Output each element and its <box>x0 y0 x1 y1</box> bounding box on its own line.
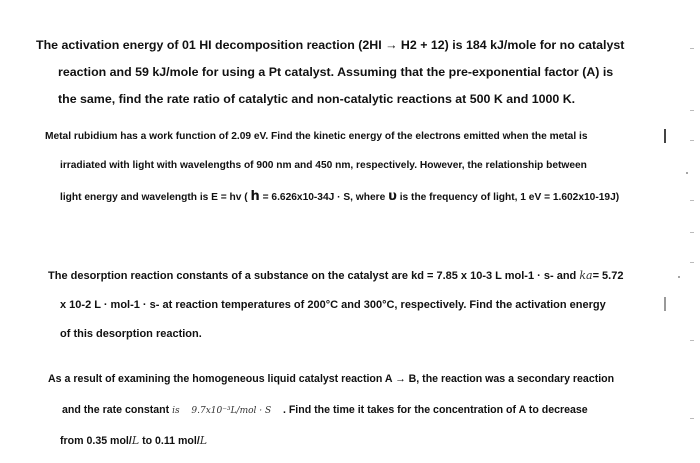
problem4-unit2-handwritten: L <box>199 434 208 447</box>
problem3-line1 <box>48 269 623 282</box>
edge-mark <box>690 110 694 111</box>
problem4-line1: As a result of examining the homogeneous liquid catalyst reaction A → B, the reaction was a secondary reaction <box>48 373 615 385</box>
edge-mark <box>690 48 694 49</box>
problem2-line1: Metal rubidium has a work function of 2.09 eV. Find the kinetic energy of the electrons emitted when the metal is <box>45 131 588 142</box>
problem4-line3-b: to 0.11 mol/ <box>142 435 200 447</box>
edge-mark <box>690 262 694 263</box>
problem2-line2: irradiated with light with wavelengths of 900 nm and 450 nm, respectively. However, the relationship between <box>60 160 587 171</box>
problem4-unit1-handwritten: L <box>131 434 140 447</box>
margin-mark <box>664 129 666 143</box>
planck-h-handwritten: h <box>250 189 260 204</box>
problem4-line2-a: and the rate constant <box>62 404 170 416</box>
problem3-ka-handwritten: ka <box>579 269 593 282</box>
edge-dot <box>678 276 680 278</box>
problem2-line3-c: is the frequency of light, 1 eV = 1.602x10-19J) <box>399 192 620 203</box>
problem3-line3: of this desorption reaction. <box>60 328 202 340</box>
problem4-line2-b: . Find the time it takes for the concentration of A to decrease <box>282 404 588 416</box>
edge-mark <box>690 200 694 201</box>
margin-mark <box>664 297 666 311</box>
problem1-line1: The activation energy of 01 HI decomposition reaction (2HI → H2 + 12) is 184 kJ/mole for no catalyst <box>36 38 625 52</box>
problem4-line3 <box>60 434 207 447</box>
problem2-line3-b: = 6.626x10-34J · S, where <box>262 192 386 203</box>
nu-handwritten: υ <box>388 189 397 204</box>
problem1-line2: reaction and 59 kJ/mole for using a Pt catalyst. Assuming that the pre-exponential factor (A) is <box>58 65 614 79</box>
problem3-line1-a: The desorption reaction constants of a substance on the catalyst are kd = 7.85 x 10-3 L mol-1 · s- and <box>48 270 577 282</box>
edge-mark <box>690 418 694 419</box>
problem4-line2 <box>62 404 588 416</box>
edge-mark <box>690 140 694 141</box>
problem4-line3-a: from 0.35 mol/ <box>60 435 132 447</box>
problem3-line1-b: = 5.72 <box>592 270 624 282</box>
edge-mark <box>690 232 694 233</box>
problem4-k-handwritten: is <box>172 406 180 416</box>
problem4-rate-constant-handwritten: 9.7x10⁻³L/mol · S <box>191 406 272 416</box>
edge-mark <box>690 340 694 341</box>
problem2-line3-a: light energy and wavelength is E = hv ( <box>60 192 248 203</box>
problem1-line3: the same, find the rate ratio of catalytic and non-catalytic reactions at 500 K and 1000 K. <box>58 92 576 106</box>
problem3-line2: x 10-2 L · mol-1 · s- at reaction temperatures of 200°C and 300°C, respectively. Find the activation energy <box>60 299 606 311</box>
edge-dot <box>686 172 688 174</box>
problem2-line3 <box>60 189 619 204</box>
